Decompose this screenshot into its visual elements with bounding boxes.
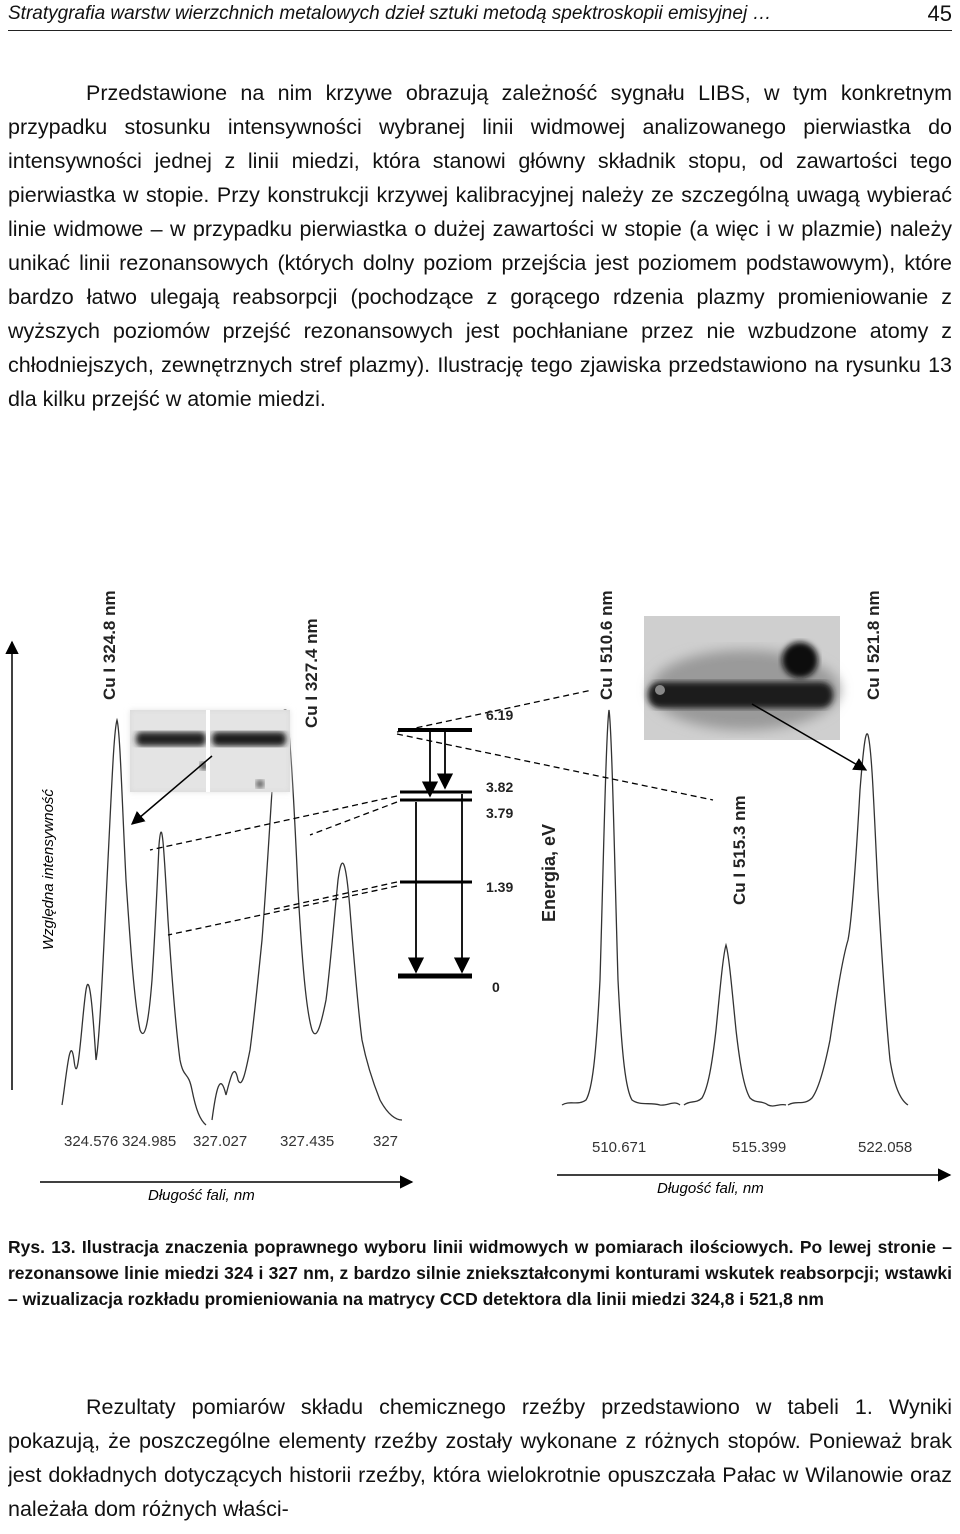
- energy-level-1: 3.82: [486, 779, 514, 795]
- line-label-510: Cu I 510.6 nm: [597, 590, 616, 700]
- running-title: Stratygrafia warstw wierzchnich metalowych dzieł sztuki metodą spektroskopii emisyjnej …: [8, 3, 772, 24]
- figure-caption: Rys. 13. Ilustracja znaczenia poprawnego wyboru linii widmowych w pomiarach ilościowych. Po lewej stronie – rezonansowe linie miedzi 324 i 327 nm, z bardzo silnie zniekształconymi konturami wskutek reabsorpcji; wstawki – wizualizacja rozkładu promieniowania na matrycy CCD detektora dla linii miedzi 324,8 i 521,8 nm: [8, 1237, 952, 1309]
- energy-level-0: 6.19: [486, 707, 514, 723]
- body-paragraph-1: [8, 76, 952, 416]
- energy-axis-label: Energia, eV: [539, 823, 559, 922]
- tick-label-right-2: 522.058: [858, 1139, 913, 1156]
- line-label-327: Cu I 327.4 nm: [302, 618, 321, 728]
- tick-label-left-4: 327: [373, 1133, 399, 1150]
- line-label-324: Cu I 324.8 nm: [100, 590, 119, 700]
- running-header: [8, 0, 952, 31]
- ccd-inset-right: [644, 616, 840, 740]
- tick-label-left-2: 327.027: [193, 1133, 248, 1150]
- line-label-521: Cu I 521.8 nm: [864, 590, 883, 700]
- line-label-515: Cu I 515.3 nm: [730, 795, 749, 905]
- body-paragraph-1-text: Przedstawione na nim krzywe obrazują zależność sygnału LIBS, w tym konkretnym przypadku stosunku intensywności wybranej linii widmowej analizowanego pierwiastka do intensywności jednej z linii miedzi, która stanowi główny składnik stopu, od zawartości tego pierwiastka w stopie. Przy konstrukcji krzywej kalibracyjnej należy ze szczególną uwagą wybierać linie widmowe – w przypadku pierwiastka o dużej zawartości w stopie (a więc i w plazmie) należy unikać linii rezonansowych (których dolny poziom przejścia jest poziomem podstawowym), które bardzo łatwo ulegają reabsorpcji (pochodzące z gorącego rdzenia plazmy promieniowanie z wyższych poziomów przejść rezonansowych jest pochłaniane przez nie wzbudzone atomy z chłodniejszych, zewnętrznych stref plazmy). Ilustrację tego zjawiska przedstawiono na rysunku 13 dla kilku przejść w atomie miedzi.: [8, 81, 952, 411]
- spectrum-522: [788, 734, 908, 1105]
- tick-label-right-1: 515.399: [732, 1139, 787, 1156]
- spectrum-510: [562, 710, 680, 1105]
- x-axis-label-right: Długość fali, nm: [657, 1180, 764, 1197]
- spectrum-515: [684, 945, 786, 1106]
- tick-label-left-3: 327.435: [280, 1133, 335, 1150]
- figure-13: [0, 560, 960, 1210]
- tick-label-left-0: 324.576: [64, 1133, 119, 1150]
- page-number: 45: [927, 1, 952, 26]
- tick-label-left-1: 324.985: [122, 1133, 177, 1150]
- tick-label-right-0: 510.671: [592, 1139, 647, 1156]
- y-axis-label: Względna intensywność: [40, 789, 57, 950]
- ccd-inset-left: [130, 710, 290, 792]
- body-paragraph-2: [8, 1390, 952, 1534]
- spectra-diagram: [0, 560, 960, 1210]
- energy-level-4: 0: [492, 979, 500, 995]
- body-paragraph-2-text: Rezultaty pomiarów składu chemicznego rzeźby przedstawiono w tabeli 1. Wyniki pokazują, że poszczególne elementy rzeźby zostały wykonane z różnych stopów. Ponieważ brak jest dokładnych dotyczących historii rzeźby, która wielokrotnie opuszczała Pałac w Wilanowie oraz należała dom różnych właści-: [8, 1395, 952, 1521]
- energy-level-2: 3.79: [486, 805, 514, 821]
- x-axis-label-left: Długość fali, nm: [148, 1187, 255, 1204]
- energy-level-3: 1.39: [486, 879, 514, 895]
